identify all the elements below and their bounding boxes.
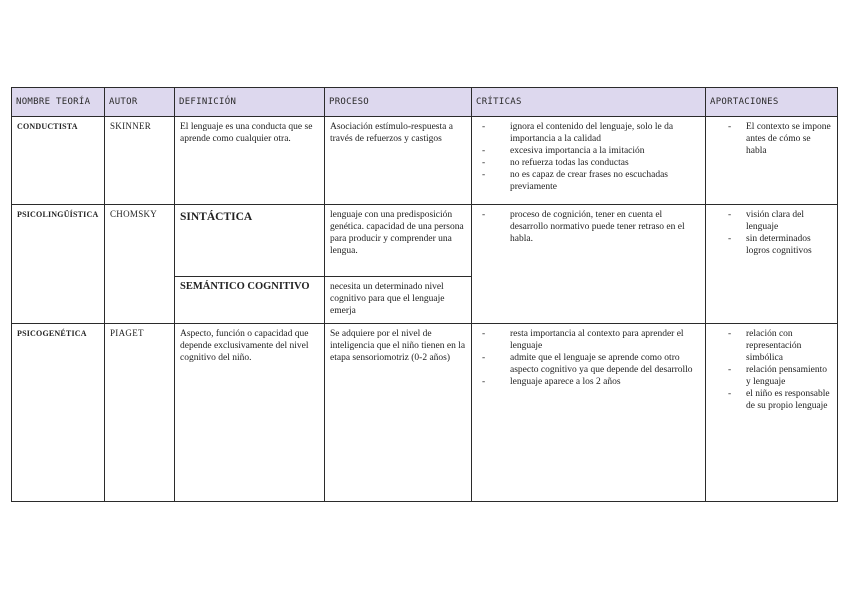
list-item: - relación pensamiento y lenguaje bbox=[728, 364, 833, 388]
header-row bbox=[12, 88, 838, 117]
theory-name: CONDUCTISTA bbox=[17, 122, 78, 131]
process-text: necesita un determinado nivel cognitivo para que el lenguaje emerja bbox=[330, 282, 445, 316]
list-item: - admite que el lenguaje se aprende como otro aspecto cognitivo ya que depende del desarrollo bbox=[482, 352, 701, 376]
table-row-psicolinguistica-semantico bbox=[12, 277, 838, 324]
header-autor: AUTOR bbox=[105, 88, 175, 117]
sub-label-semantico-cognitivo: SEMÁNTICO COGNITIVO bbox=[180, 281, 310, 292]
list-item: - relación con representación simbólica bbox=[728, 328, 833, 364]
header-definicion: DEFINICIÓN bbox=[175, 88, 325, 117]
header-aportaciones: APORTACIONES bbox=[706, 88, 838, 117]
author-name: SKINNER bbox=[110, 121, 152, 131]
aportaciones-list bbox=[706, 324, 837, 412]
process-text: Se adquiere por el nivel de inteligencia que el niño tienen en la etapa sensoriomotriz (0-2 años) bbox=[330, 329, 466, 363]
list-item: - ignora el contenido del lenguaje, solo le da importancia a la calidad bbox=[482, 121, 701, 145]
aportaciones-list bbox=[706, 117, 837, 157]
sub-label-sintactica: SINTÁCTICA bbox=[180, 211, 253, 223]
criticas-list bbox=[472, 324, 705, 388]
list-item: - sin determinados logros cognitivos bbox=[728, 233, 833, 257]
list-item: - lenguaje aparece a los 2 años bbox=[482, 376, 701, 388]
list-item: - no refuerza todas las conductas bbox=[482, 157, 701, 169]
list-item: - El contexto se impone antes de cómo se habla bbox=[728, 121, 833, 157]
list-item: - el niño es responsable de su propio lenguaje bbox=[728, 388, 833, 412]
table-row-psicolinguistica-sintactica bbox=[12, 205, 838, 277]
aportaciones-list bbox=[706, 205, 837, 257]
definition-text: El lenguaje es una conducta que se aprende como cualquier otra. bbox=[180, 122, 313, 144]
table-row-conductista bbox=[12, 117, 838, 205]
table-row-psicogenetica bbox=[12, 324, 838, 502]
process-text: Asociación estímulo-respuesta a través de refuerzos y castigos bbox=[330, 122, 453, 144]
list-item: - no es capaz de crear frases no escuchadas previamente bbox=[482, 169, 701, 193]
list-item: - excesiva importancia a la imitación bbox=[482, 145, 701, 157]
theory-name: PSICOLINGÜÍSTICA bbox=[17, 210, 99, 219]
theories-table bbox=[11, 87, 838, 502]
theory-name: PSICOGENÉTICA bbox=[17, 329, 87, 338]
header-proceso: PROCESO bbox=[325, 88, 472, 117]
list-item: - resta importancia al contexto para aprender el lenguaje bbox=[482, 328, 701, 352]
definition-text: Aspecto, función o capacidad que depende exclusivamente del nivel cognitivo del niño. bbox=[180, 329, 309, 363]
list-item: - proceso de cognición, tener en cuenta el desarrollo normativo puede tener retraso en el habla. bbox=[482, 209, 701, 245]
list-item: - visión clara del lenguaje bbox=[728, 209, 833, 233]
header-criticas: CRÍTICAS bbox=[472, 88, 706, 117]
header-nombre-teoria: NOMBRE TEORÍA bbox=[12, 88, 105, 117]
criticas-list bbox=[472, 205, 705, 245]
author-name: PIAGET bbox=[110, 328, 144, 338]
author-name: CHOMSKY bbox=[110, 209, 158, 219]
criticas-list bbox=[472, 117, 705, 193]
process-text: lenguaje con una predisposición genética. capacidad de una persona para producir y comprender una lengua. bbox=[330, 210, 464, 256]
